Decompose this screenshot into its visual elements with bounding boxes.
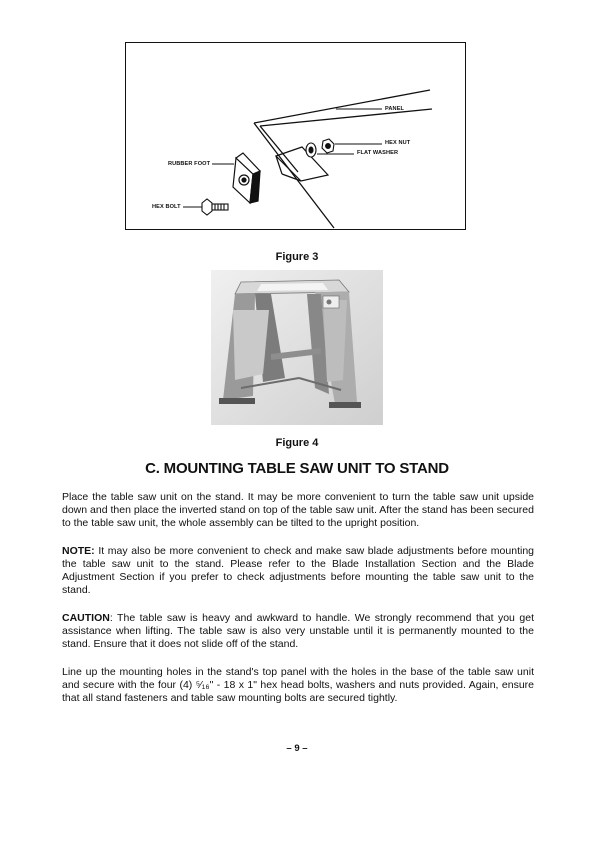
hex-bolt-illustration	[202, 199, 228, 215]
panel-flange	[276, 147, 328, 181]
note-text: It may also be more convenient to check and make saw blade adjustments before mounting the table saw unit to the stand. Please refer to the Blade Installation Section and the Blade Adjustment Section if you prefer to check adjustments before mounting the table saw unit to the stand.	[62, 545, 534, 596]
rubber-foot-illustration	[233, 153, 260, 203]
caution-text: : The table saw is heavy and awkward to handle. We strongly recommend that you get assistance when lifting. The table saw is also very unstable until it is permanently mounted to the stand. Ensure that it does not slide off of the stand.	[62, 612, 534, 650]
label-flat-washer: FLAT WASHER	[357, 150, 399, 156]
paragraph-placement: Place the table saw unit on the stand. It may be more convenient to turn the table saw unit upside down and then place the inverted stand on top of the table saw unit. After the stand has been secured to the table saw unit, the whole assembly can be tilted to the upright position.	[62, 491, 534, 529]
figure-3-diagram	[125, 42, 466, 230]
hex-nut-illustration	[322, 139, 334, 153]
flat-washer-illustration	[306, 143, 316, 157]
label-hex-bolt: HEX BOLT	[152, 204, 181, 210]
figure-3-caption: Figure 3	[275, 251, 319, 263]
page-number: – 9 –	[286, 743, 308, 754]
paragraph-note	[62, 545, 534, 597]
paragraph-caution	[62, 612, 534, 651]
panel-illustration	[254, 90, 432, 228]
label-rubber-foot: RUBBER FOOT	[168, 161, 211, 167]
stand-photo-illustration	[211, 270, 383, 425]
foot-assembly-illustration	[126, 43, 467, 231]
paragraph-mounting: Line up the mounting holes in the stand's top panel with the holes in the base of the table saw unit and secure with the four (4) ⁵⁄₁₆" - 18 x 1" hex head bolts, washers and nuts provided. Again, ensure that all stand fasteners and table saw mounting bolts are secured tightly.	[62, 666, 534, 704]
figure-4-photo	[211, 270, 383, 425]
note-label: NOTE:	[62, 545, 95, 557]
section-title: C. MOUNTING TABLE SAW UNIT TO STAND	[145, 460, 449, 477]
figure-4-caption: Figure 4	[275, 437, 319, 449]
caution-label: CAUTION	[62, 612, 110, 624]
label-hex-nut: HEX NUT	[385, 140, 411, 146]
label-panel: PANEL	[385, 106, 405, 112]
